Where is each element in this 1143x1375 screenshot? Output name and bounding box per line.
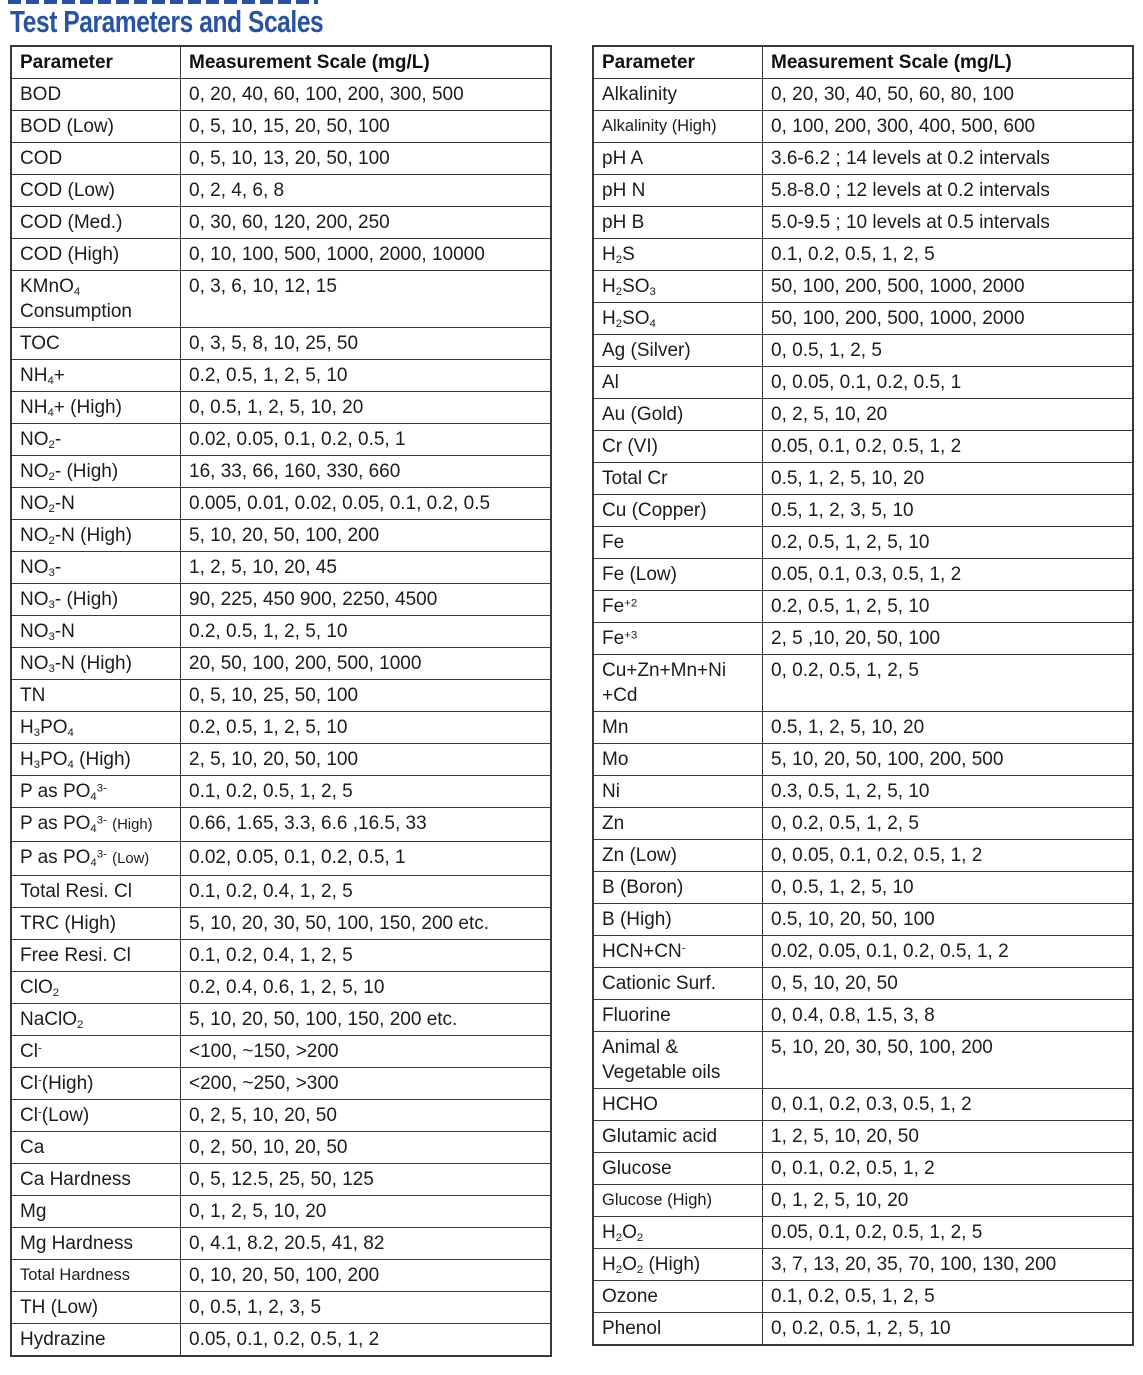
param-cell: pH N	[593, 175, 763, 207]
param-cell: Ca Hardness	[11, 1164, 181, 1196]
param-cell: pH A	[593, 143, 763, 175]
table-row	[593, 335, 1133, 367]
scale-cell: 0, 0.2, 0.5, 1, 2, 5, 10	[763, 1313, 1134, 1346]
table-row	[593, 968, 1133, 1000]
param-cell: $NO_3-N$ (High)	[11, 648, 181, 680]
header-row	[11, 46, 551, 79]
table-row	[11, 616, 551, 648]
table-row	[593, 904, 1133, 936]
param-cell: NaClO$_2$	[11, 1004, 181, 1036]
param-cell: $NH_4+$ (High)	[11, 392, 181, 424]
table-row	[593, 655, 1133, 712]
scale-cell: 5.0-9.5 ; 10 levels at 0.5 intervals	[763, 207, 1134, 239]
table-row	[11, 271, 551, 328]
scale-cell: 0, 20, 30, 40, 50, 60, 80, 100	[763, 79, 1134, 111]
scale-cell: 50, 100, 200, 500, 1000, 2000	[763, 303, 1134, 335]
table-row	[11, 456, 551, 488]
scale-cell: 0, 0.05, 0.1, 0.2, 0.5, 1	[763, 367, 1134, 399]
table-row	[11, 842, 551, 876]
scale-cell: 0.2, 0.5, 1, 2, 5, 10	[181, 712, 552, 744]
param-column-header: Parameter	[11, 46, 181, 79]
param-cell: Zn	[593, 808, 763, 840]
param-cell: Total Hardness	[11, 1260, 181, 1292]
param-cell: $NO_3-$	[11, 552, 181, 584]
param-cell: Cu (Copper)	[593, 495, 763, 527]
scale-cell: 0, 100, 200, 300, 400, 500, 600	[763, 111, 1134, 143]
table-row	[593, 1281, 1133, 1313]
table-row	[11, 520, 551, 552]
param-cell: TH (Low)	[11, 1292, 181, 1324]
param-cell: $NH_4+$	[11, 360, 181, 392]
table-row	[11, 1036, 551, 1068]
scale-cell: 0, 2, 5, 10, 20, 50	[181, 1100, 552, 1132]
scale-cell: 0.2, 0.4, 0.6, 1, 2, 5, 10	[181, 972, 552, 1004]
table-row	[11, 79, 551, 111]
table-row	[11, 1260, 551, 1292]
table-row	[11, 1228, 551, 1260]
param-cell: Ca	[11, 1132, 181, 1164]
param-cell: Alkalinity (High)	[593, 111, 763, 143]
scale-cell: 0.5, 10, 20, 50, 100	[763, 904, 1134, 936]
param-cell: Cl-	[11, 1036, 181, 1068]
scale-cell: 5, 10, 20, 30, 50, 100, 200	[763, 1032, 1134, 1089]
table-row	[11, 776, 551, 808]
table-row	[593, 744, 1133, 776]
scale-cell: 0, 0.4, 0.8, 1.5, 3, 8	[763, 1000, 1134, 1032]
table-row	[593, 1153, 1133, 1185]
param-cell: Au (Gold)	[593, 399, 763, 431]
param-cell: BOD	[11, 79, 181, 111]
table-row	[593, 463, 1133, 495]
param-cell: $Fe^{+3}$	[593, 623, 763, 655]
param-cell: Hydrazine	[11, 1324, 181, 1357]
param-cell: HCN+CN-	[593, 936, 763, 968]
table-row	[593, 495, 1133, 527]
scale-cell: 0, 0.5, 1, 2, 5	[763, 335, 1134, 367]
scale-cell: 0.1, 0.2, 0.5, 1, 2, 5	[763, 1281, 1134, 1313]
header-row	[593, 46, 1133, 79]
table-row	[593, 1000, 1133, 1032]
scale-cell: 0.05, 0.1, 0.2, 0.5, 1, 2	[181, 1324, 552, 1357]
param-cell: Cu+Zn+Mn+Ni +Cd	[593, 655, 763, 712]
table-row	[593, 1089, 1133, 1121]
param-cell: $NO_2-$	[11, 424, 181, 456]
scale-cell: 2, 5 ,10, 20, 50, 100	[763, 623, 1134, 655]
scale-cell: 0.02, 0.05, 0.1, 0.2, 0.5, 1	[181, 424, 552, 456]
scale-cell: 0, 3, 5, 8, 10, 25, 50	[181, 328, 552, 360]
param-cell: Total Resi. Cl	[11, 876, 181, 908]
table-row	[593, 623, 1133, 655]
scale-cell: 0, 0.5, 1, 2, 5, 10, 20	[181, 392, 552, 424]
table-row	[11, 908, 551, 940]
table-row	[593, 399, 1133, 431]
table-row	[593, 527, 1133, 559]
scale-cell: 0, 0.1, 0.2, 0.5, 1, 2	[763, 1153, 1134, 1185]
table-row	[11, 207, 551, 239]
param-cell: Mg	[11, 1196, 181, 1228]
param-cell: Mg Hardness	[11, 1228, 181, 1260]
scale-cell: 5, 10, 20, 50, 100, 200, 500	[763, 744, 1134, 776]
param-cell: Zn (Low)	[593, 840, 763, 872]
table-row	[593, 591, 1133, 623]
scale-cell: 16, 33, 66, 160, 330, 660	[181, 456, 552, 488]
table-row	[593, 808, 1133, 840]
table-row	[11, 1132, 551, 1164]
param-cell: Ag (Silver)	[593, 335, 763, 367]
scale-cell: 0.5, 1, 2, 3, 5, 10	[763, 495, 1134, 527]
scale-cell: 2, 5, 10, 20, 50, 100	[181, 744, 552, 776]
param-cell: $NO_2-N$	[11, 488, 181, 520]
scale-cell: 0, 5, 12.5, 25, 50, 125	[181, 1164, 552, 1196]
param-cell: Mo	[593, 744, 763, 776]
scale-cell: 5, 10, 20, 50, 100, 200	[181, 520, 552, 552]
parameters-table-left	[10, 45, 552, 1357]
table-row	[11, 1068, 551, 1100]
table-row	[11, 424, 551, 456]
param-cell: Glutamic acid	[593, 1121, 763, 1153]
scale-cell: 0, 1, 2, 5, 10, 20	[181, 1196, 552, 1228]
scale-cell: 0.05, 0.1, 0.2, 0.5, 1, 2	[763, 431, 1134, 463]
table-row	[11, 1004, 551, 1036]
scale-cell: 0.005, 0.01, 0.02, 0.05, 0.1, 0.2, 0.5	[181, 488, 552, 520]
param-cell: Alkalinity	[593, 79, 763, 111]
scale-cell: 0, 0.05, 0.1, 0.2, 0.5, 1, 2	[763, 840, 1134, 872]
table-row	[593, 840, 1133, 872]
scale-cell: 0, 5, 10, 15, 20, 50, 100	[181, 111, 552, 143]
scale-cell: <100, ~150, >200	[181, 1036, 552, 1068]
param-cell: Mn	[593, 712, 763, 744]
param-cell: Cationic Surf.	[593, 968, 763, 1000]
table-row	[593, 1032, 1133, 1089]
scale-cell: 0.2, 0.5, 1, 2, 5, 10	[181, 360, 552, 392]
param-cell: P as $PO_4^{3-}$	[11, 776, 181, 808]
param-cell: COD (High)	[11, 239, 181, 271]
scale-cell: 0, 2, 5, 10, 20	[763, 399, 1134, 431]
param-cell: Phenol	[593, 1313, 763, 1346]
scale-cell: 90, 225, 450 900, 2250, 4500	[181, 584, 552, 616]
table-row	[11, 648, 551, 680]
table-row	[11, 1292, 551, 1324]
table-row	[11, 392, 551, 424]
scale-cell: <200, ~250, >300	[181, 1068, 552, 1100]
table-row	[593, 79, 1133, 111]
scale-column-header: Measurement Scale (mg/L)	[763, 46, 1134, 79]
param-cell: $H_2O_2$ (High)	[593, 1249, 763, 1281]
table-row	[593, 431, 1133, 463]
table-row	[11, 712, 551, 744]
table-row	[11, 940, 551, 972]
table-row	[593, 111, 1133, 143]
table-row	[593, 207, 1133, 239]
param-cell: TRC (High)	[11, 908, 181, 940]
table-row	[593, 1217, 1133, 1249]
scale-cell: 3, 7, 13, 20, 35, 70, 100, 130, 200	[763, 1249, 1134, 1281]
param-column-header: Parameter	[593, 46, 763, 79]
param-cell: ClO$_2$	[11, 972, 181, 1004]
param-cell: HCHO	[593, 1089, 763, 1121]
table-row	[593, 776, 1133, 808]
param-cell: Free Resi. Cl	[11, 940, 181, 972]
scale-cell: 0, 0.1, 0.2, 0.3, 0.5, 1, 2	[763, 1089, 1134, 1121]
scale-cell: 0.5, 1, 2, 5, 10, 20	[763, 463, 1134, 495]
param-cell: pH B	[593, 207, 763, 239]
table-row	[593, 1185, 1133, 1217]
scale-cell: 0, 0.5, 1, 2, 5, 10	[763, 872, 1134, 904]
param-cell: Cl-(High)	[11, 1068, 181, 1100]
table-row	[593, 239, 1133, 271]
scale-cell: 0.02, 0.05, 0.1, 0.2, 0.5, 1, 2	[763, 936, 1134, 968]
parameters-table-right	[592, 45, 1134, 1346]
table-row	[11, 360, 551, 392]
scale-cell: 0.1, 0.2, 0.5, 1, 2, 5	[763, 239, 1134, 271]
param-cell: $H_2S$	[593, 239, 763, 271]
param-cell: Fe (Low)	[593, 559, 763, 591]
table-row	[593, 303, 1133, 335]
table-row	[593, 712, 1133, 744]
param-cell: $H_3PO_4$	[11, 712, 181, 744]
param-cell: KMnO$_4$ Consumption	[11, 271, 181, 328]
param-cell: $NO_2-$ (High)	[11, 456, 181, 488]
scale-cell: 0, 10, 20, 50, 100, 200	[181, 1260, 552, 1292]
scale-cell: 50, 100, 200, 500, 1000, 2000	[763, 271, 1134, 303]
table-row	[593, 1121, 1133, 1153]
param-cell: B (Boron)	[593, 872, 763, 904]
param-cell: B (High)	[593, 904, 763, 936]
param-cell: Al	[593, 367, 763, 399]
table-row	[11, 972, 551, 1004]
param-cell: $NO_3-N$	[11, 616, 181, 648]
table-row	[11, 111, 551, 143]
scale-cell: 0, 30, 60, 120, 200, 250	[181, 207, 552, 239]
table-row	[593, 1249, 1133, 1281]
param-cell: Glucose (High)	[593, 1185, 763, 1217]
param-cell: Ozone	[593, 1281, 763, 1313]
scale-cell: 0, 0.2, 0.5, 1, 2, 5	[763, 808, 1134, 840]
scale-cell: 0.5, 1, 2, 5, 10, 20	[763, 712, 1134, 744]
param-cell: Cl-(Low)	[11, 1100, 181, 1132]
param-cell: $H_3PO_4$ (High)	[11, 744, 181, 776]
scale-cell: 0.1, 0.2, 0.4, 1, 2, 5	[181, 940, 552, 972]
scale-cell: 0, 0.5, 1, 2, 3, 5	[181, 1292, 552, 1324]
param-cell: Ni	[593, 776, 763, 808]
scale-cell: 0, 5, 10, 25, 50, 100	[181, 680, 552, 712]
table-row	[11, 1196, 551, 1228]
scale-cell: 0, 4.1, 8.2, 20.5, 41, 82	[181, 1228, 552, 1260]
scale-cell: 0, 20, 40, 60, 100, 200, 300, 500	[181, 79, 552, 111]
table-row	[11, 143, 551, 175]
scale-cell: 5.8-8.0 ; 12 levels at 0.2 intervals	[763, 175, 1134, 207]
table-row	[11, 808, 551, 842]
scale-cell: 0, 3, 6, 10, 12, 15	[181, 271, 552, 328]
param-cell: $H_2SO_3$	[593, 271, 763, 303]
table-row	[593, 367, 1133, 399]
scale-cell: 0.2, 0.5, 1, 2, 5, 10	[763, 527, 1134, 559]
scale-cell: 0, 2, 4, 6, 8	[181, 175, 552, 207]
scale-cell: 3.6-6.2 ; 14 levels at 0.2 intervals	[763, 143, 1134, 175]
param-cell: COD (Med.)	[11, 207, 181, 239]
scale-cell: 0, 5, 10, 20, 50	[763, 968, 1134, 1000]
table-row	[11, 584, 551, 616]
scale-cell: 0, 2, 50, 10, 20, 50	[181, 1132, 552, 1164]
param-cell: COD	[11, 143, 181, 175]
param-cell: Glucose	[593, 1153, 763, 1185]
param-cell: $NO_2-N$ (High)	[11, 520, 181, 552]
table-row	[11, 328, 551, 360]
scale-cell: 1, 2, 5, 10, 20, 50	[763, 1121, 1134, 1153]
table-row	[11, 876, 551, 908]
scale-cell: 0, 0.2, 0.5, 1, 2, 5	[763, 655, 1134, 712]
table-row	[593, 1313, 1133, 1346]
scale-cell: 0.3, 0.5, 1, 2, 5, 10	[763, 776, 1134, 808]
table-row	[11, 175, 551, 207]
param-cell: TN	[11, 680, 181, 712]
table-row	[593, 143, 1133, 175]
scale-column-header: Measurement Scale (mg/L)	[181, 46, 552, 79]
page-title: Test Parameters and Scales	[10, 4, 324, 39]
table-row	[593, 271, 1133, 303]
scale-cell: 0.2, 0.5, 1, 2, 5, 10	[181, 616, 552, 648]
param-cell: P as $PO_4^{3-}$ (High)	[11, 808, 181, 842]
param-cell: Animal & Vegetable oils	[593, 1032, 763, 1089]
param-cell: $H_2O_2$	[593, 1217, 763, 1249]
table-row	[11, 744, 551, 776]
table-row	[11, 552, 551, 584]
scale-cell: 0, 5, 10, 13, 20, 50, 100	[181, 143, 552, 175]
scale-cell: 0.1, 0.2, 0.5, 1, 2, 5	[181, 776, 552, 808]
scale-cell: 0, 10, 100, 500, 1000, 2000, 10000	[181, 239, 552, 271]
param-cell: Total Cr	[593, 463, 763, 495]
table-row	[11, 1324, 551, 1357]
scale-cell: 0.02, 0.05, 0.1, 0.2, 0.5, 1	[181, 842, 552, 876]
table-row	[11, 488, 551, 520]
param-cell: COD (Low)	[11, 175, 181, 207]
param-cell: Fluorine	[593, 1000, 763, 1032]
param-cell: Fe	[593, 527, 763, 559]
table-row	[593, 872, 1133, 904]
param-cell: $NO_3-$ (High)	[11, 584, 181, 616]
scale-cell: 5, 10, 20, 30, 50, 100, 150, 200 etc.	[181, 908, 552, 940]
param-cell: $Fe^{+2}$	[593, 591, 763, 623]
scale-cell: 1, 2, 5, 10, 20, 45	[181, 552, 552, 584]
table-row	[593, 559, 1133, 591]
scale-cell: 0.2, 0.5, 1, 2, 5, 10	[763, 591, 1134, 623]
table-row	[11, 1164, 551, 1196]
scale-cell: 20, 50, 100, 200, 500, 1000	[181, 648, 552, 680]
scale-cell: 5, 10, 20, 50, 100, 150, 200 etc.	[181, 1004, 552, 1036]
scale-cell: 0, 1, 2, 5, 10, 20	[763, 1185, 1134, 1217]
table-row	[11, 239, 551, 271]
tables-container	[0, 45, 1143, 1357]
param-cell: TOC	[11, 328, 181, 360]
scale-cell: 0.05, 0.1, 0.2, 0.5, 1, 2, 5	[763, 1217, 1134, 1249]
param-cell: BOD (Low)	[11, 111, 181, 143]
param-cell: Cr (VI)	[593, 431, 763, 463]
scale-cell: 0.66, 1.65, 3.3, 6.6 ,16.5, 33	[181, 808, 552, 842]
scale-cell: 0.1, 0.2, 0.4, 1, 2, 5	[181, 876, 552, 908]
table-row	[593, 175, 1133, 207]
param-cell: $H_2SO_4$	[593, 303, 763, 335]
table-row	[11, 680, 551, 712]
param-cell: P as $PO_4^{3-}$ (Low)	[11, 842, 181, 876]
table-row	[593, 936, 1133, 968]
table-row	[11, 1100, 551, 1132]
scale-cell: 0.05, 0.1, 0.3, 0.5, 1, 2	[763, 559, 1134, 591]
